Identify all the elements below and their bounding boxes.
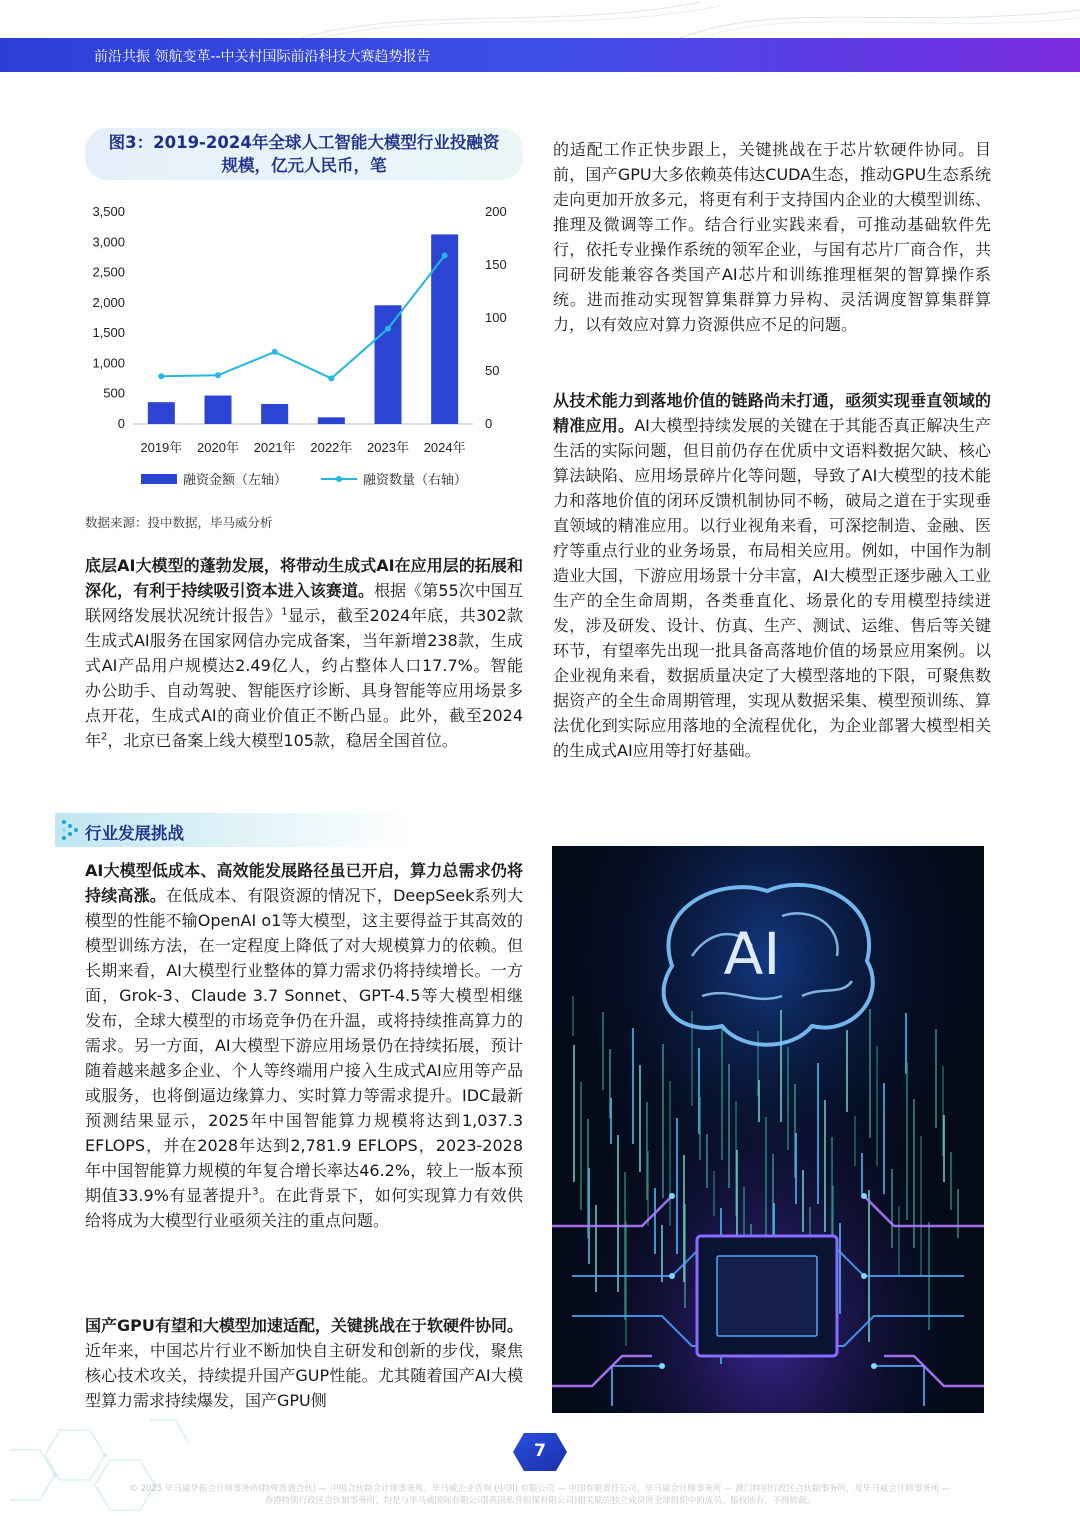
chart-point	[272, 349, 278, 355]
left-axis-tick-label: 500	[103, 385, 125, 401]
para-text: 在低成本、有限资源的情况下，DeepSeek系列大模型的性能不输OpenAI o1等大模型，这主要得益于其高效的模型训练方法，在一定程度上降低了对大规模算力的依赖。但长期来看，AI大模型行业整体的算力需求仍将持续增长。一方面，Grok-3、Claude 3.7 Sonnet、GPT-4.5等大模型相继发布，全球大模型的市场竞争仍在升温，或将持续推高算力的需求。另一方面，AI大模型下游应用场景仍在持续拓展，预计随着越来越多企业、个人等终端用户接入生成式AI应用等产品或服务，也将倒逼边缘算力、实时算力等需求提升。IDC最新预测结果显示，2025年中国智能算力规模将达到1,037.3 EFLOPS，并在2028年达到2,781.9 EFLOPS，2023-2028年中国智能算力规模的年复合增长率达46.2%，较上一版本预期值33.9%有显著提升	[85, 886, 523, 1205]
page-number: 7	[534, 1441, 546, 1461]
chart-point	[215, 372, 221, 378]
left-axis-tick-label: 3,000	[92, 234, 125, 250]
left-axis-tick-label: 1,500	[92, 325, 125, 341]
right-axis-tick-label: 200	[485, 204, 507, 219]
header-banner	[0, 38, 1080, 72]
chart-point	[158, 373, 164, 379]
footer-line-1: © 2025 毕马威华振会计师事务所(特殊普通合伙) — 中国合伙制会计师事务所，毕马威企业咨询 (中国) 有限公司 — 中国有限责任公司，毕马威会计师事务所 — 澳门特别行政区合伙制事务所，及毕马威会计师事务所 —	[129, 1484, 951, 1494]
left-axis-tick-label: 1,000	[92, 355, 125, 371]
right-axis-tick-label: 100	[485, 310, 507, 325]
dots-icon	[61, 819, 79, 841]
legend-label: 融资数量（右轴）	[363, 472, 468, 487]
left-paragraph-1	[85, 553, 523, 753]
footer-line-2: 香港特别行政区合伙制事务所，均是与毕马威国际有限公司(英国私营担保有限公司)相关联的独立成员所全球组织中的成员。版权所有，不得转载。	[264, 1496, 816, 1506]
para-text: 根据《第55次中国互联网络发展状况统计报告》	[85, 581, 523, 625]
legend-swatch-bar	[141, 474, 177, 484]
report-title: 前沿共振 领航变革--中关村国际前沿科技大赛趋势报告	[94, 49, 431, 65]
para-lead: 国产GPU有望和大模型加速适配，关键挑战在于软硬件协同。	[85, 1316, 523, 1335]
chart-point	[385, 326, 391, 332]
left-axis-tick-label: 0	[117, 416, 125, 431]
chart-bar	[318, 417, 345, 424]
left-axis-tick-label: 2,000	[92, 294, 125, 310]
figure-source: 数据来源：投中数据，毕马威分析	[85, 515, 273, 530]
legend-swatch-point	[336, 476, 342, 482]
figure-title	[85, 128, 523, 180]
right-paragraph-1	[553, 137, 991, 337]
right-paragraph-2	[553, 388, 991, 763]
footnote-ref: 1	[281, 606, 288, 618]
ai-brain-illustration	[552, 846, 984, 1413]
para-text: ，北京已备案上线大模型105款，稳居全国首位。	[107, 731, 458, 750]
ai-text: AI	[723, 920, 781, 988]
legend-label: 融资金额（左轴）	[183, 472, 288, 487]
investment-chart	[85, 198, 523, 498]
footnote-ref: 3	[252, 1186, 259, 1198]
left-axis-tick-label: 2,500	[92, 264, 125, 280]
chart-point	[442, 252, 448, 258]
chart-bar	[261, 404, 288, 424]
x-axis-tick-label: 2023年	[367, 440, 409, 455]
chart-svg	[85, 198, 523, 498]
right-axis-tick-label: 50	[485, 363, 500, 378]
right-axis-tick-label: 0	[485, 416, 493, 431]
right-axis-tick-label: 150	[485, 257, 507, 272]
page-number-badge	[512, 1431, 568, 1473]
para-text: 显示，截至2024年底，共302款生成式AI服务在国家网信办完成备案，当年新增238款，生成式AI产品用户规模达2.49亿人，约占整体人口17.7%。智能办公助手、自动驾驶、智能医疗诊断、具身智能等应用场景多点开花，生成式AI的商业价值正不断凸显。此外，截至2024年	[85, 606, 523, 750]
para-lead: 底层AI大模型的蓬勃发展，将带动生成式AI在应用层的拓展和深化，有利于持续吸引资本进入该赛道。	[85, 556, 523, 600]
para-text: 的适配工作正快步跟上，关键挑战在于芯片软硬件协同。目前，国产GPU大多依赖英伟达CUDA生态，推动GPU生态系统走向更加开放多元，将更有利于支持国内企业的大模型训练、推理及微调等工作。结合行业实践来看，可推动基础软件先行，依托专业操作系统的领军企业，与国有芯片厂商合作，共同研发能兼容各类国产AI芯片和训练推理框架的智算操作系统。进而推动实现智算集群算力异构、灵活调度智算集群算力，以有效应对算力资源供应不足的问题。	[553, 140, 991, 334]
para-lead: 从技术能力到落地价值的链路尚未打通，亟须实现垂直领域的精准应用。	[553, 391, 991, 435]
para-text: 近年来，中国芯片行业不断加快自主研发和创新的步伐，聚焦核心技术攻关，持续提升国产GUP性能。尤其随着国产AI大模型算力需求持续爆发，国产GPU侧	[85, 1341, 523, 1410]
chart-bar	[375, 305, 402, 424]
x-axis-tick-label: 2020年	[197, 440, 239, 455]
para-lead: AI大模型低成本、高效能发展路径虽已开启，算力总需求仍将持续高涨。	[85, 861, 523, 905]
header-decoration	[0, 0, 1080, 38]
left-paragraph-3	[85, 1313, 523, 1413]
chart-point	[328, 375, 334, 381]
ai-brain-image	[552, 846, 984, 1413]
figure-title-line1: 图3：2019-2024年全球人工智能大模型行业投融资	[108, 133, 500, 152]
footer-legal	[30, 1483, 1050, 1507]
para-text: AI大模型持续发展的关键在于其能否真正解决生产生活的实际问题，但目前仍存在优质中文语料数据欠缺、核心算法缺陷、应用场景碎片化等问题，导致了AI大模型的技术能力和落地价值的闭环反馈机制协同不畅，破局之道在于实现垂直领域的精准应用。以行业视角来看，可深挖制造、金融、医疗等重点行业的业务场景，布局相关应用。例如，中国作为制造业大国，下游应用场景十分丰富，AI大模型正逐步融入工业生产的全生命周期，各类垂直化、场景化的专用模型持续迸发，涉及研发、设计、仿真、生产、测试、运维、售后等关键环节，有望率先出现一批具备高落地价值的场景应用案例。以企业视角来看，数据质量决定了大模型落地的下限，可聚焦数据资产的全生命周期管理，实现从数据采集、模型预训练、算法优化到实际应用落地的全流程优化，为企业部署大模型相关的生成式AI应用等打好基础。	[553, 416, 991, 760]
x-axis-tick-label: 2024年	[423, 440, 466, 455]
section-title: 行业发展挑战	[85, 824, 184, 843]
figure-title-line2: 规模，亿元人民币，笔	[221, 156, 387, 175]
x-axis-tick-label: 2022年	[310, 440, 353, 455]
x-axis-tick-label: 2019年	[140, 440, 183, 455]
left-axis-tick-label: 3,500	[92, 204, 125, 219]
left-paragraph-2	[85, 858, 523, 1233]
chart-bar	[148, 402, 175, 424]
chart-bar	[205, 396, 232, 424]
para-text: 。在此背景下，如何实现算力有效供给将成为大模型行业亟须关注的重点问题。	[85, 1186, 523, 1230]
section-header	[55, 813, 415, 847]
x-axis-tick-label: 2021年	[253, 440, 296, 455]
chart-bar	[431, 234, 458, 424]
chart-series-line	[161, 255, 444, 378]
footnote-ref: 2	[101, 731, 108, 743]
